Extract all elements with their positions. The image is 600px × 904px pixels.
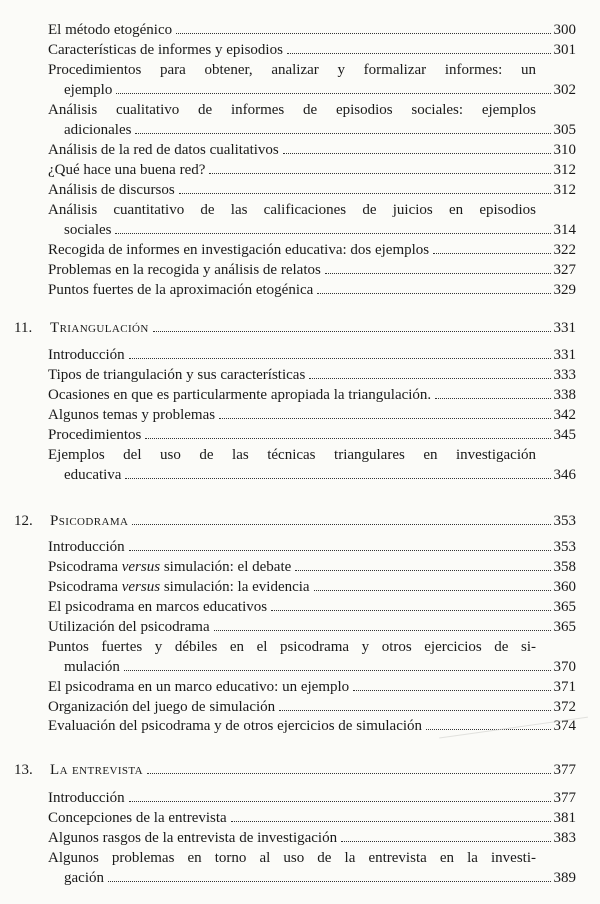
toc-entry-page: 371 — [553, 679, 576, 695]
toc-entry — [48, 345, 576, 365]
toc-entry — [48, 808, 576, 828]
toc-entry-title: Análisis de discursos — [48, 182, 175, 198]
chapter-number: 13. — [14, 762, 33, 778]
toc-entry-page: 346 — [553, 467, 576, 483]
chapter-heading — [50, 318, 576, 338]
toc-entry — [64, 220, 576, 240]
toc-entry-page: 345 — [553, 427, 576, 443]
dot-leader — [108, 881, 551, 882]
chapter-heading — [50, 760, 576, 780]
toc-entry-page: 301 — [553, 42, 576, 58]
toc-entry — [48, 597, 576, 617]
toc-entry-title: Ejemplos del uso de las técnicas triangulares en investigación — [48, 447, 536, 463]
toc-entry-page: 338 — [553, 387, 576, 403]
dot-leader — [295, 570, 550, 571]
dot-leader — [325, 273, 551, 274]
toc-entry — [48, 577, 576, 597]
toc-entry-title: Introducción — [48, 347, 125, 363]
dot-leader — [124, 670, 551, 671]
toc-entry — [48, 160, 576, 180]
toc-entry-title: Introducción — [48, 790, 125, 806]
toc-entry-title: ¿Qué hace una buena red? — [48, 162, 206, 178]
dot-leader — [219, 418, 550, 419]
toc-entry-title: Psicodrama versus simulación: la evidencia — [48, 579, 310, 595]
dot-leader — [179, 193, 551, 194]
dot-leader — [129, 550, 551, 551]
toc-entry — [48, 140, 576, 160]
chapter-title: Psicodrama — [50, 513, 129, 529]
toc-entry-title-cont: adicionales — [64, 122, 132, 138]
toc-entry-title: Tipos de triangulación y sus características — [48, 367, 306, 383]
toc-entry-page: 365 — [553, 599, 576, 615]
dot-leader — [353, 690, 550, 691]
toc-entry-page: 374 — [553, 718, 576, 734]
toc-entry-title: Procedimientos para obtener, analizar y formalizar informes: un — [48, 62, 536, 78]
toc-entry — [48, 405, 576, 425]
dot-leader — [317, 293, 550, 294]
toc-entry — [48, 677, 576, 697]
toc-entry-page: 370 — [553, 659, 576, 675]
toc-entry-title-cont: ejemplo — [64, 82, 113, 98]
dot-leader — [309, 378, 550, 379]
dot-leader — [125, 478, 550, 479]
toc-entry-page: 329 — [553, 282, 576, 298]
toc-entry — [48, 280, 576, 300]
toc-entry-title: Organización del juego de simulación — [48, 699, 276, 715]
toc-entry — [48, 617, 576, 637]
toc-entry — [64, 80, 576, 100]
toc-entry-page: 300 — [553, 22, 576, 38]
toc-entry — [64, 868, 576, 888]
toc-entry-title: Características de informes y episodios — [48, 42, 283, 58]
toc-entry-page: 312 — [553, 182, 576, 198]
dot-leader — [279, 710, 550, 711]
toc-entry — [48, 537, 576, 557]
toc-entry-title: Introducción — [48, 539, 125, 555]
toc-entry-title: El método etogénico — [48, 22, 173, 38]
dot-leader — [341, 841, 550, 842]
dot-leader — [283, 153, 551, 154]
dot-leader — [153, 331, 551, 332]
toc-entry — [48, 425, 576, 445]
toc-entry-page: 331 — [553, 347, 576, 363]
dot-leader — [209, 173, 550, 174]
toc-entry-page: 342 — [553, 407, 576, 423]
toc-entry-page: 302 — [553, 82, 576, 98]
toc-entry — [48, 828, 576, 848]
toc-entry-page: 314 — [553, 222, 576, 238]
toc-entry-page: 358 — [553, 559, 576, 575]
dot-leader — [287, 53, 551, 54]
toc-entry-page: 312 — [553, 162, 576, 178]
toc-entry-title: El psicodrama en un marco educativo: un ejemplo — [48, 679, 350, 695]
toc-entry-page: 322 — [553, 242, 576, 258]
toc-entry — [48, 180, 576, 200]
toc-entry-title: El psicodrama en marcos educativos — [48, 599, 268, 615]
toc-entry-title-cont: gación — [64, 870, 104, 886]
toc-entry-title: Evaluación del psicodrama y de otros ejercicios de simulación — [48, 718, 423, 734]
dot-leader — [135, 133, 550, 134]
toc-entry-page: 389 — [553, 870, 576, 886]
toc-entry-page: 310 — [553, 142, 576, 158]
toc-entry — [48, 365, 576, 385]
toc-entry-title-cont: mulación — [64, 659, 120, 675]
dot-leader — [314, 590, 551, 591]
toc-entry-page: 377 — [553, 790, 576, 806]
toc-entry — [48, 788, 576, 808]
dot-leader — [129, 801, 551, 802]
toc-entry — [64, 120, 576, 140]
dot-leader — [116, 93, 550, 94]
toc-entry-title-cont: sociales — [64, 222, 112, 238]
chapter-page: 331 — [553, 320, 576, 336]
toc-entry-page: 305 — [553, 122, 576, 138]
toc-entry — [48, 20, 576, 40]
chapter-number: 11. — [14, 320, 33, 336]
chapter-title: La entrevista — [50, 762, 144, 778]
toc-entry-page: 365 — [553, 619, 576, 635]
toc-entry — [48, 40, 576, 60]
toc-entry-page: 327 — [553, 262, 576, 278]
dot-leader — [129, 358, 551, 359]
toc-entry-title: Análisis cuantitativo de las calificaciones de juicios en episodios — [48, 202, 536, 218]
dot-leader — [433, 253, 550, 254]
toc-entry — [48, 240, 576, 260]
toc-entry-title: Utilización del psicodrama — [48, 619, 210, 635]
toc-entry — [64, 465, 576, 485]
toc-entry-title: Análisis cualitativo de informes de episodios sociales: ejemplos — [48, 102, 536, 118]
toc-entry-title: Concepciones de la entrevista — [48, 810, 227, 826]
toc-entry-title: Ocasiones en que es particularmente apropiada la triangulación. — [48, 387, 432, 403]
toc-entry-page: 333 — [553, 367, 576, 383]
chapter-title: Triangulación — [50, 320, 149, 336]
toc-entry-title: Recogida de informes en investigación educativa: dos ejemplos — [48, 242, 430, 258]
dot-leader — [435, 398, 550, 399]
toc-entry-title: Problemas en la recogida y análisis de relatos — [48, 262, 321, 278]
toc-entry — [48, 385, 576, 405]
toc-entry-page: 372 — [553, 699, 576, 715]
toc-entry-title: Procedimientos — [48, 427, 142, 443]
toc-entry-title: Algunos rasgos de la entrevista de investigación — [48, 830, 338, 846]
dot-leader — [231, 821, 551, 822]
toc-entry — [48, 260, 576, 280]
dot-leader — [145, 438, 550, 439]
chapter-page: 353 — [553, 513, 576, 529]
toc-entry — [64, 657, 576, 677]
chapter-heading — [50, 511, 576, 531]
toc-entry-page: 353 — [553, 539, 576, 555]
dot-leader — [176, 33, 550, 34]
dot-leader — [271, 610, 550, 611]
chapter-page: 377 — [553, 762, 576, 778]
toc-entry-title: Algunos temas y problemas — [48, 407, 216, 423]
toc-entry-title: Análisis de la red de datos cualitativos — [48, 142, 279, 158]
toc-entry-title: Algunos problemas en torno al uso de la entrevista en la investi- — [48, 850, 536, 866]
dot-leader — [147, 773, 550, 774]
chapter-number: 12. — [14, 513, 33, 529]
toc-entry-page: 360 — [553, 579, 576, 595]
toc-entry-title: Puntos fuertes y débiles en el psicodrama y otros ejercicios de si- — [48, 639, 536, 655]
dot-leader — [132, 524, 550, 525]
toc-entry — [48, 557, 576, 577]
toc-entry — [48, 697, 576, 717]
toc-entry-title: Puntos fuertes de la aproximación etogénica — [48, 282, 314, 298]
dot-leader — [115, 233, 550, 234]
toc-entry-title-cont: educativa — [64, 467, 122, 483]
toc-entry-title: Psicodrama versus simulación: el debate — [48, 559, 292, 575]
dot-leader — [214, 630, 551, 631]
toc-entry-page: 381 — [553, 810, 576, 826]
toc-entry-page: 383 — [553, 830, 576, 846]
